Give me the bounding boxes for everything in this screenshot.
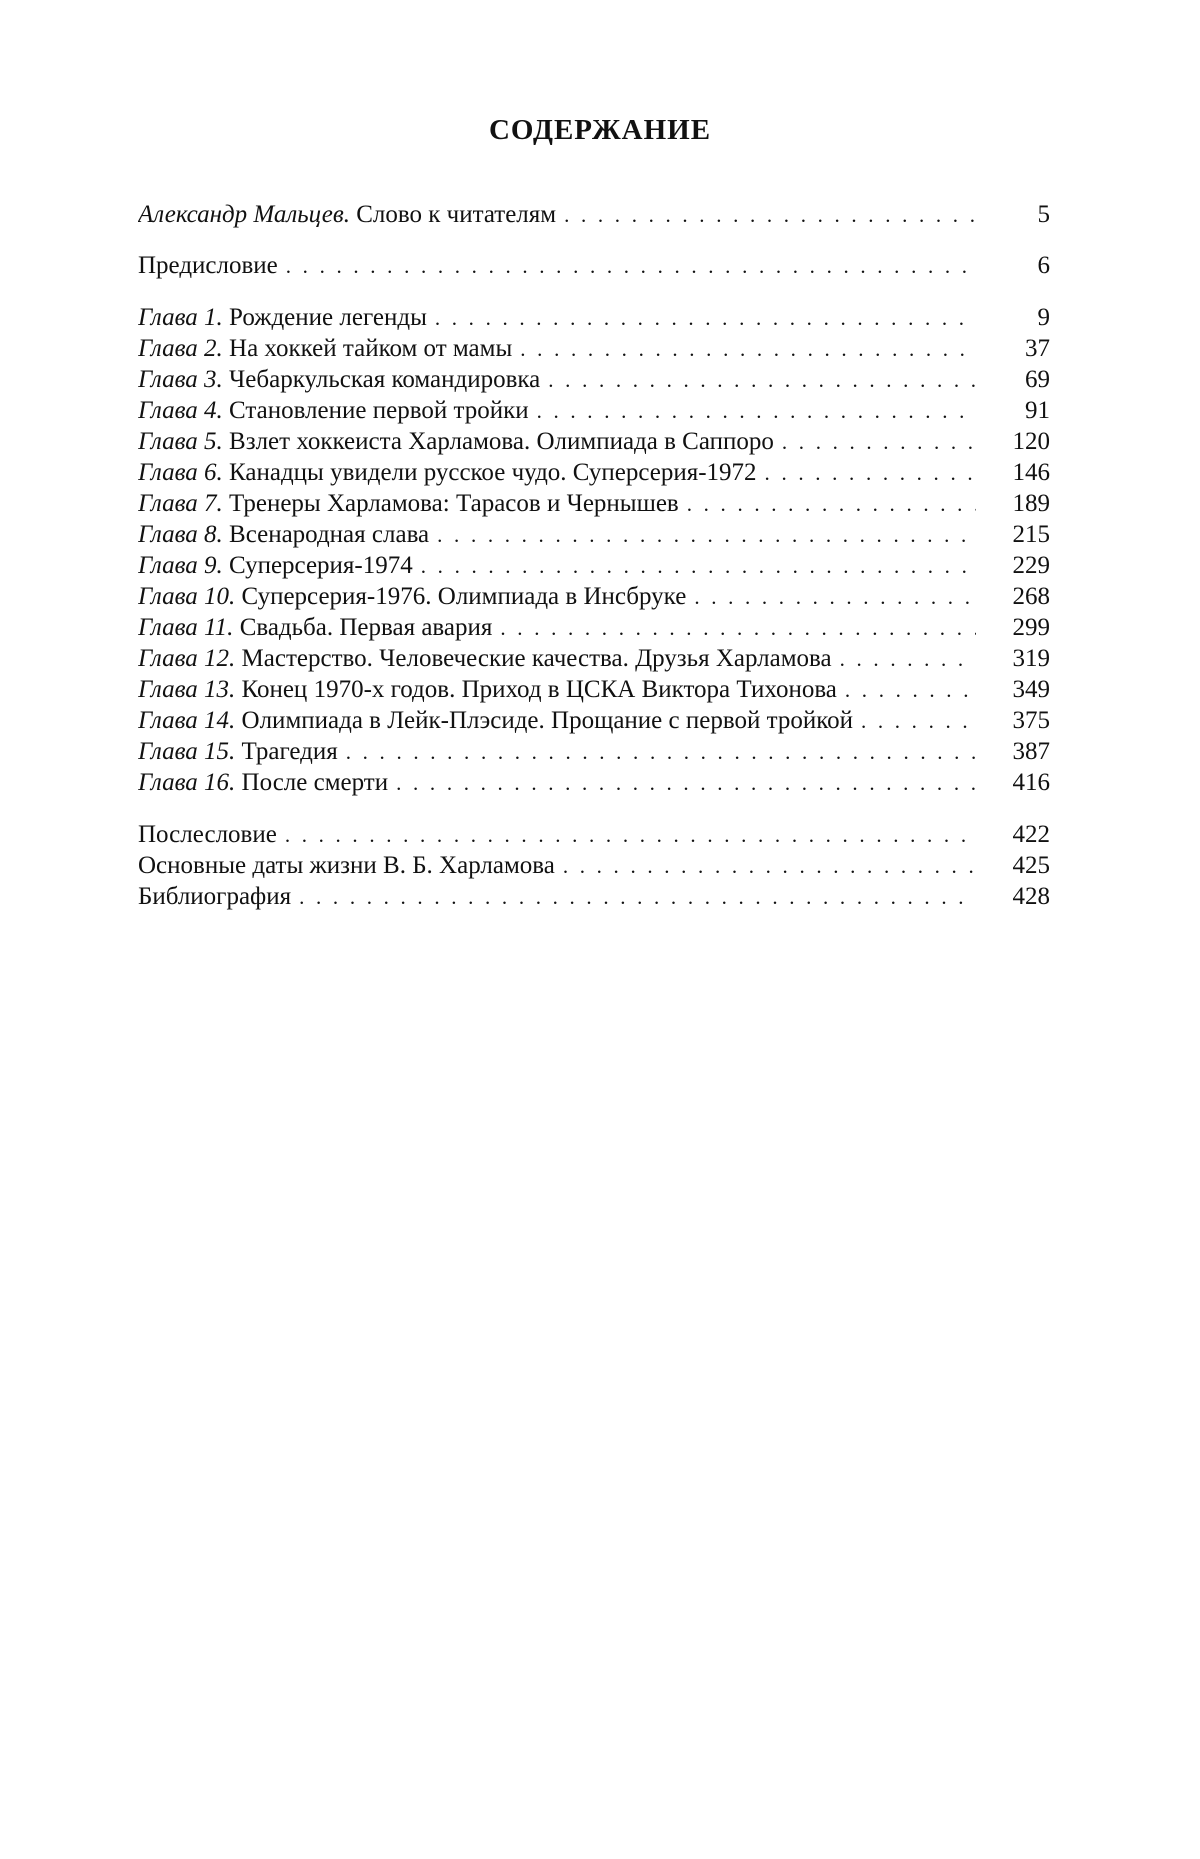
page-number: 299	[1012, 614, 1050, 641]
chapter-prefix: Глава 4.	[138, 397, 223, 424]
dot-leader	[437, 520, 976, 551]
dot-leader	[500, 613, 976, 644]
dot-leader	[548, 365, 976, 396]
toc-entry-bibliography	[138, 881, 1050, 912]
page-title: СОДЕРЖАНИЕ	[488, 114, 712, 146]
dot-leader	[346, 737, 976, 768]
entry-title: Суперсерия-1974	[229, 552, 413, 579]
chapter-prefix: Глава 1.	[138, 304, 223, 331]
page-number: 120	[1012, 428, 1050, 455]
chapter-prefix: Глава 2.	[138, 335, 223, 362]
entry-title: Библиография	[138, 883, 292, 910]
entry-title: Тренеры Харламова: Тарасов и Чернышев	[229, 490, 679, 517]
dot-leader	[563, 851, 976, 882]
page-number: 268	[1012, 583, 1050, 610]
toc-entry-chapter-3	[138, 364, 1050, 395]
page-number: 229	[1012, 552, 1050, 579]
page-number: 387	[1012, 738, 1050, 765]
page-number: 146	[1012, 459, 1050, 486]
entry-title: Свадьба. Первая авария	[239, 614, 493, 641]
toc-entry-chapter-13	[138, 674, 1050, 705]
chapter-prefix: Глава 11.	[138, 614, 234, 641]
toc-entry-key-dates	[138, 850, 1050, 881]
chapter-prefix: Глава 10.	[138, 583, 236, 610]
chapter-prefix: Глава 16.	[138, 769, 236, 796]
entry-title: Трагедия	[241, 738, 338, 765]
toc-entry-chapter-1	[138, 302, 1050, 333]
entry-title: Рождение легенды	[229, 304, 427, 331]
dot-leader	[861, 706, 976, 737]
page-number: 9	[1037, 304, 1050, 331]
toc-entry-chapter-9	[138, 550, 1050, 581]
dot-leader	[537, 396, 976, 427]
entry-title: Слово к читателям	[356, 201, 557, 228]
page-number: 319	[1012, 645, 1050, 672]
dot-leader	[694, 582, 976, 613]
dot-leader	[765, 458, 976, 489]
dot-leader	[782, 427, 976, 458]
chapter-prefix: Глава 12.	[138, 645, 236, 672]
entry-title: Всенародная слава	[229, 521, 430, 548]
entry-title: Взлет хоккеиста Харламова. Олимпиада в Саппоро	[229, 428, 774, 455]
toc-entry-chapter-4	[138, 395, 1050, 426]
dot-leader	[840, 644, 976, 675]
dot-leader	[687, 489, 976, 520]
dot-leader	[845, 675, 976, 706]
entry-title: Основные даты жизни В. Б. Харламова	[138, 852, 555, 879]
page-number: 349	[1012, 676, 1050, 703]
page-number: 37	[1025, 335, 1050, 362]
page-number: 375	[1012, 707, 1050, 734]
toc-entry-foreword-to-readers	[138, 199, 1050, 230]
chapter-prefix: Глава 7.	[138, 490, 223, 517]
chapter-prefix: Глава 6.	[138, 459, 223, 486]
toc-entry-chapter-8	[138, 519, 1050, 550]
chapter-prefix: Глава 15.	[138, 738, 236, 765]
entry-title: Предисловие	[138, 252, 278, 279]
chapter-prefix: Глава 9.	[138, 552, 223, 579]
dot-leader	[520, 334, 976, 365]
page-number: 69	[1025, 366, 1050, 393]
entry-title: Олимпиада в Лейк-Плэсиде. Прощание с первой тройкой	[241, 707, 853, 734]
entry-title: Мастерство. Человеческие качества. Друзья Харламова	[241, 645, 832, 672]
entry-title: Послесловие	[138, 821, 277, 848]
entry-title: Чебаркульская командировка	[229, 366, 541, 393]
entry-title: Становление первой тройки	[229, 397, 529, 424]
toc-entry-chapter-6	[138, 457, 1050, 488]
toc-entry-chapter-7	[138, 488, 1050, 519]
entry-title: На хоккей тайком от мамы	[229, 335, 513, 362]
page-number: 422	[1012, 821, 1050, 848]
toc-entry-chapter-15	[138, 736, 1050, 767]
toc-entry-chapter-14	[138, 705, 1050, 736]
page-number: 425	[1012, 852, 1050, 879]
chapter-prefix: Глава 3.	[138, 366, 223, 393]
toc-entry-chapter-10	[138, 581, 1050, 612]
toc-entry-afterword	[138, 819, 1050, 850]
entry-author: Александр Мальцев.	[138, 201, 350, 228]
entry-title: Суперсерия-1976. Олимпиада в Инсбруке	[241, 583, 687, 610]
dot-leader	[285, 820, 976, 851]
page-number: 428	[1012, 883, 1050, 910]
chapter-prefix: Глава 8.	[138, 521, 223, 548]
toc-entry-chapter-12	[138, 643, 1050, 674]
dot-leader	[396, 768, 976, 799]
page-number: 6	[1037, 252, 1050, 279]
entry-title: Конец 1970-х годов. Приход в ЦСКА Виктора Тихонова	[241, 676, 837, 703]
toc-entry-chapter-16	[138, 767, 1050, 798]
page-number: 215	[1012, 521, 1050, 548]
toc-entry-chapter-5	[138, 426, 1050, 457]
page-number: 416	[1012, 769, 1050, 796]
chapter-prefix: Глава 14.	[138, 707, 236, 734]
toc-entry-chapter-2	[138, 333, 1050, 364]
dot-leader	[299, 882, 976, 913]
dot-leader	[421, 551, 976, 582]
dot-leader	[286, 251, 976, 282]
entry-title: Канадцы увидели русское чудо. Суперсерия-1972	[229, 459, 757, 486]
entry-title: После смерти	[241, 769, 389, 796]
dot-leader	[564, 200, 976, 231]
chapter-prefix: Глава 13.	[138, 676, 236, 703]
page-number: 5	[1037, 201, 1050, 228]
page-number: 189	[1012, 490, 1050, 517]
toc-entry-preface	[138, 250, 1050, 281]
page-number: 91	[1025, 397, 1050, 424]
dot-leader	[435, 303, 976, 334]
toc-entry-chapter-11	[138, 612, 1050, 643]
chapter-prefix: Глава 5.	[138, 428, 223, 455]
